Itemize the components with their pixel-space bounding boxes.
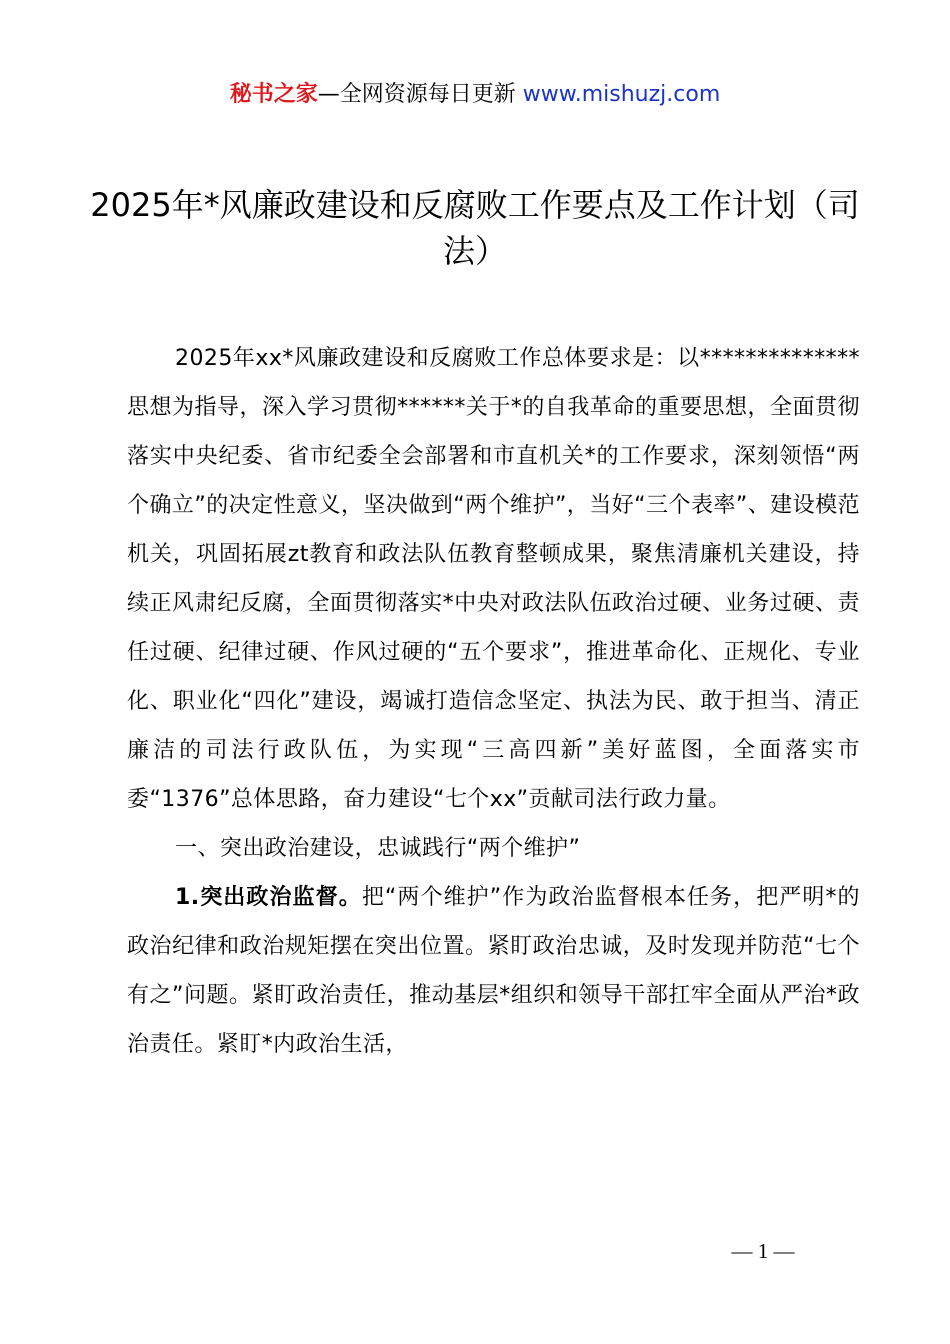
- document-body: [127, 334, 860, 1069]
- item-paragraph: [127, 873, 860, 1069]
- page-number: — 1 —: [731, 1239, 795, 1263]
- document-title: 2025年*风廉政建设和反腐败工作要点及工作计划（司法）: [90, 186, 860, 270]
- intro-paragraph: 2025年xx*风廉政建设和反腐败工作总体要求是：以**************思想为指导，深入学习贯彻******关于*的自我革命的重要思想，全面贯彻落实中央纪委、省市纪委全会部署和市直机关*的工作要求，深刻领悟“两个确立”的决定性意义，坚决做到“两个维护”，当好“三个表率”、建设模范机关，巩固拓展zt教育和政法队伍教育整顿成果，聚焦清廉机关建设，持续正风肃纪反腐，全面贯彻落实*中央对政法队伍政治过硬、业务过硬、责任过硬、纪律过硬、作风过硬的“五个要求”，推进革命化、正规化、专业化、职业化“四化”建设，竭诚打造信念坚定、执法为民、敢于担当、清正廉洁的司法行政队伍，为实现“三高四新”美好蓝图，全面落实市委“1376”总体思路，奋力建设“七个xx”贡献司法行政力量。: [127, 346, 860, 812]
- site-url-link[interactable]: www.mishuzj.com: [522, 82, 721, 107]
- site-banner: [0, 78, 950, 112]
- item-lead: 1.突出政治监督。: [175, 885, 362, 910]
- item-body: 把“两个维护”作为政治监督根本任务，把严明*的政治纪律和政治规矩摆在突出位置。紧盯政治忠诚，及时发现并防范“七个有之”问题。紧盯政治责任，推动基层*组织和领导干部扛牢全面从严治*政治责任。紧盯*内政治生活，: [127, 885, 860, 1057]
- banner-tagline: —全网资源每日更新: [317, 82, 516, 107]
- section-heading: 一、突出政治建设，忠诚践行“两个维护”: [175, 836, 581, 861]
- brand-name: 秘书之家: [229, 82, 318, 107]
